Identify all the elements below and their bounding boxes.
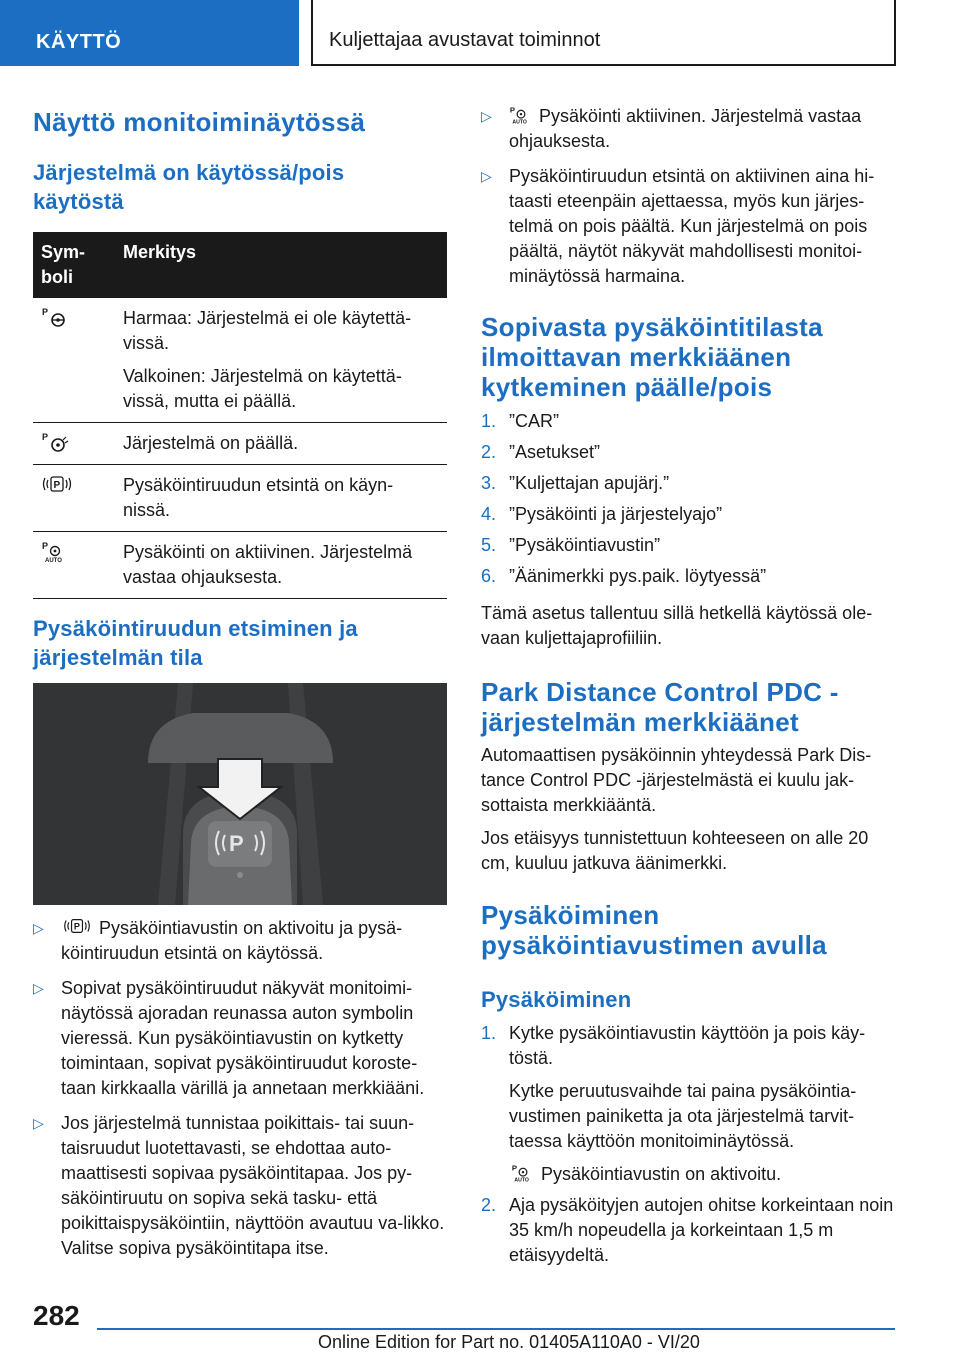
row-text: Valkoinen: Järjestelmä on käytettä-vissä, mutta ei päällä. — [123, 366, 402, 411]
list-item-text: Jos järjestelmä tunnistaa poikittais- tai suun-taisruudut luotettavasti, se ehdottaa auto-maattisesti sopivaa pysäköintitapaa. Jos py-säköintiruutu on sopiva sekä tasku- että poikittaispysäköintiin, näyttöön avautuu va-likko. Valitse sopiva pysäköintitapa itse. — [61, 1113, 445, 1258]
row-text: Harmaa: Järjestelmä ei ole käytettä-vissä. — [123, 308, 412, 353]
step-icon-note — [509, 1162, 895, 1187]
parking-space-search-icon — [61, 916, 93, 936]
step-text: Kytke pysäköintiavustin käyttöön ja pois käy-töstä. — [509, 1023, 866, 1068]
row-text: Pysäköinti on aktiivinen. Järjestelmä vastaa ohjauksesta. — [115, 532, 447, 599]
step-number: 1. — [481, 1023, 497, 1043]
display-illustration — [33, 683, 447, 905]
step-detail: Kytke peruutusvaihde tai paina pysäköintia-vustimen painiketta ja ota järjestelmä tarvit-taessa käyttöön monitoiminäytössä. — [509, 1081, 857, 1151]
svg-text:AUTO: AUTO — [45, 558, 62, 564]
svg-text:P: P — [229, 831, 244, 856]
list-item-text: Pysäköintiruudun etsintä on aktiivinen aina hi-taasti eteenpäin ajettaessa, myös kun järjes-telmä on pois päältä. Kun järjestelmä on pois päältä, näytöt näkyvät mahdollisesti monitoi-minäytössä harmaina. — [509, 166, 875, 286]
step-item — [481, 1193, 895, 1268]
col-symbol: Sym- boli — [33, 232, 115, 298]
list-item-text: Pysäköinti aktiivinen. Järjestelmä vastaa ohjauksesta. — [509, 106, 862, 151]
row-text: Pysäköintiruudun etsintä on käyn-nissä. — [115, 465, 447, 532]
step-icon-note-text: Pysäköintiavustin on aktivoitu. — [541, 1164, 782, 1184]
svg-text:P: P — [42, 307, 49, 317]
table-row — [33, 298, 447, 423]
list-item — [481, 104, 895, 154]
step-number: 2. — [481, 442, 497, 462]
step-number: 2. — [481, 1195, 497, 1215]
step-number: 6. — [481, 566, 497, 586]
row-text: Järjestelmä on päällä. — [115, 423, 447, 465]
svg-text:P: P — [509, 105, 515, 115]
heading-display: Näyttö monitoiminäytössä — [33, 107, 366, 137]
step-number: 5. — [481, 535, 497, 555]
parking-assist-grey-icon — [41, 306, 69, 328]
list-item — [481, 164, 895, 289]
setting-note: Tämä asetus tallentuu sillä hetkellä käytössä ole-vaan kuljettajaprofiiliin. — [481, 603, 873, 648]
step-text: ”Kuljettajan apujärj.” — [509, 473, 670, 493]
table-row — [33, 423, 447, 465]
step-item — [481, 440, 895, 465]
parking-space-search-icon — [41, 473, 73, 495]
pdc-paragraph-2: Jos etäisyys tunnistettuun kohteeseen on alle 20 cm, kuuluu jatkuva äänimerkki. — [481, 828, 869, 873]
step-item — [481, 1021, 895, 1187]
heading-pdc: Park Distance Control PDC -järjestelmän merkkiäänet — [481, 677, 839, 737]
step-number: 4. — [481, 504, 497, 524]
table-row — [33, 465, 447, 532]
list-item-text: Sopivat pysäköintiruudut näkyvät monitoimi-näytössä ajoradan reunassa auton symbolin vieressä. Kun pysäköintiavustin on kytketty toimintaan, sopivat pysäköintiruudut koroste-taan kirkkaalla värillä ja annetaan merkkiääni. — [61, 978, 425, 1098]
section-tab: KÄYTTÖ — [0, 0, 299, 66]
list-item — [33, 976, 447, 1101]
svg-text:P: P — [511, 1163, 517, 1173]
bullet-triangle-icon: ▷ — [33, 920, 44, 936]
footer-divider — [97, 1328, 895, 1330]
svg-text:P: P — [42, 541, 49, 551]
bullet-triangle-icon: ▷ — [481, 168, 492, 184]
step-number: 1. — [481, 411, 497, 431]
parking-auto-icon — [41, 540, 69, 564]
bullet-triangle-icon: ▷ — [481, 108, 492, 124]
svg-text:AUTO: AUTO — [514, 1177, 529, 1184]
symbol-table — [33, 232, 447, 599]
step-item — [481, 564, 895, 589]
step-text: ”CAR” — [509, 411, 559, 431]
heading-space-search: Pysäköintiruudun etsiminen ja järjestelmän tila — [33, 616, 358, 670]
step-number: 3. — [481, 473, 497, 493]
heading-parking: Pysäköiminen — [481, 987, 632, 1012]
search-bullet-list — [33, 916, 447, 1271]
heading-signal-toggle: Sopivasta pysäköintitilasta ilmoittavan merkkiäänen kytkeminen päälle/pois — [481, 312, 823, 402]
list-item — [33, 1111, 447, 1261]
pdc-paragraph-1: Automaattisen pysäköinnin yhteydessä Park Dis-tance Control PDC -järjestelmästä ei kuulu jak-sottaista merkkiääntä. — [481, 745, 872, 815]
parking-assist-on-icon — [41, 431, 71, 453]
list-item-text: Pysäköintiavustin on aktivoitu ja pysä-köintiruudun etsintä on käytössä. — [61, 918, 403, 963]
page-header — [0, 0, 960, 68]
parking-steps — [481, 1021, 895, 1274]
step-item — [481, 471, 895, 496]
step-text: Aja pysäköityjen autojen ohitse korkeintaan noin 35 km/h nopeudella ja korkeintaan 1,5 m etäisyydeltä. — [509, 1195, 894, 1265]
bullet-triangle-icon: ▷ — [33, 1115, 44, 1131]
bullet-triangle-icon: ▷ — [33, 980, 44, 996]
svg-text:AUTO: AUTO — [512, 119, 527, 126]
chapter-title: Kuljettajaa avustavat toiminnot — [311, 0, 896, 66]
svg-text:P: P — [53, 480, 61, 491]
step-text: ”Asetukset” — [509, 442, 601, 462]
page-number: 282 — [33, 1300, 80, 1331]
parking-auto-icon — [511, 1162, 535, 1184]
edition-label: Online Edition for Part no. 01405A110A0 - VI/20 — [318, 1332, 700, 1352]
heading-parking-with-assistant: Pysäköiminen pysäköintiavustimen avulla — [481, 900, 827, 960]
step-text: ”Äänimerkki pys.paik. löytyessä” — [509, 566, 767, 586]
step-item — [481, 502, 895, 527]
col-meaning: Merkitys — [115, 232, 447, 298]
heading-system-status: Järjestelmä on käytössä/pois käytöstä — [33, 160, 345, 214]
settings-steps — [481, 409, 895, 595]
table-row — [33, 532, 447, 599]
parking-auto-icon — [509, 104, 533, 126]
list-item — [33, 916, 447, 966]
step-item — [481, 533, 895, 558]
step-text: ”Pysäköintiavustin” — [509, 535, 661, 555]
symbol-table-header — [33, 232, 447, 298]
svg-text:P: P — [42, 432, 49, 442]
svg-text:P: P — [73, 921, 80, 932]
step-item — [481, 409, 895, 434]
step-text: ”Pysäköinti ja järjestelyajo” — [509, 504, 723, 524]
auto-bullet-list — [481, 104, 895, 299]
parking-display-graphic — [33, 683, 447, 905]
